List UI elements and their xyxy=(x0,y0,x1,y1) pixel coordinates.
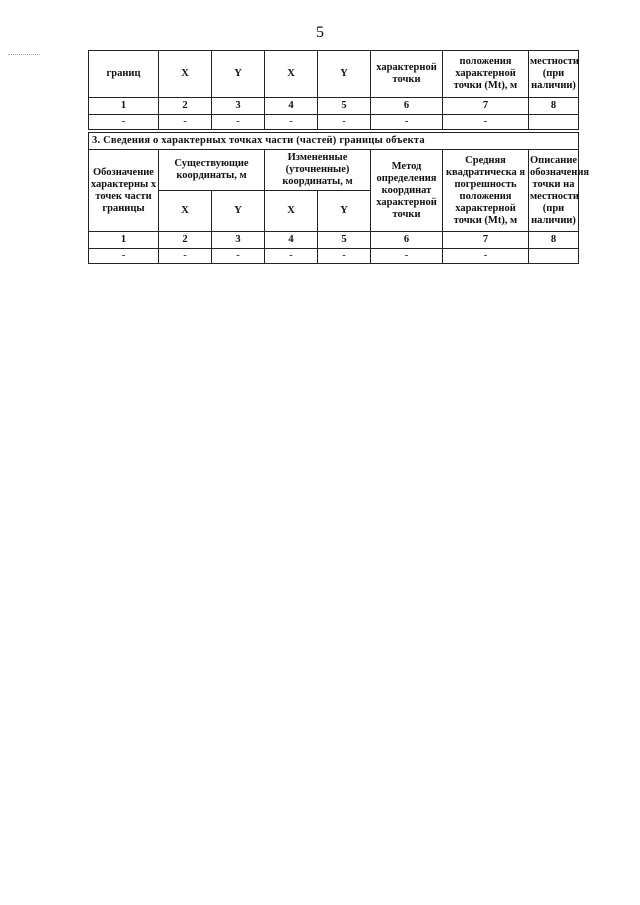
column-number: 2 xyxy=(159,98,212,115)
table-cell: - xyxy=(371,249,443,264)
header-cell: Y xyxy=(318,51,371,98)
table-cell xyxy=(529,249,579,264)
column-number-row xyxy=(89,98,579,115)
section-title: 3. Сведения о характерных точках части (частей) границы объекта xyxy=(89,133,579,150)
column-number: 3 xyxy=(212,98,265,115)
scan-artifact xyxy=(8,54,40,55)
table-cell: - xyxy=(443,115,529,130)
header-cell: характерной точки xyxy=(371,51,443,98)
column-number: 8 xyxy=(529,98,579,115)
table-cell: - xyxy=(212,249,265,264)
coordinates-table-continued xyxy=(88,50,579,130)
header-y: Y xyxy=(318,191,371,232)
header-cell: X xyxy=(265,51,318,98)
header-cell: положения характерной точки (Mt), м xyxy=(443,51,529,98)
table-header-row xyxy=(89,150,579,191)
table-cell: - xyxy=(159,115,212,130)
column-number: 5 xyxy=(318,98,371,115)
column-number: 5 xyxy=(318,232,371,249)
page-number: 5 xyxy=(316,24,324,41)
column-number: 1 xyxy=(89,98,159,115)
table-cell: - xyxy=(89,115,159,130)
table-cell: - xyxy=(159,249,212,264)
table-cell: - xyxy=(443,249,529,264)
column-number: 6 xyxy=(371,232,443,249)
table-cell: - xyxy=(318,249,371,264)
section3-table xyxy=(88,132,590,264)
column-number-row xyxy=(89,232,579,249)
column-number: 6 xyxy=(371,98,443,115)
table-cell: - xyxy=(265,115,318,130)
header-mean-error: Средняя квадратическа я погрешность положения характерной точки (Mt), м xyxy=(443,150,529,232)
column-number: 8 xyxy=(529,232,579,249)
header-cell: Y xyxy=(212,51,265,98)
header-cell: местности (при наличии) xyxy=(529,51,579,98)
column-number: 7 xyxy=(443,98,529,115)
header-x: X xyxy=(265,191,318,232)
header-y: Y xyxy=(212,191,265,232)
table-header-row xyxy=(89,51,579,98)
header-method: Метод определения координат характерной точки xyxy=(371,150,443,232)
header-existing-coords: Существующие координаты, м xyxy=(159,150,265,191)
table-cell: - xyxy=(212,115,265,130)
table-row xyxy=(89,115,579,130)
column-number: 7 xyxy=(443,232,529,249)
table-row xyxy=(89,249,579,264)
header-description: Описание обозначения точки на местности (при наличии) xyxy=(529,150,579,232)
table-cell: - xyxy=(89,249,159,264)
table-cell xyxy=(529,115,579,130)
column-number: 2 xyxy=(159,232,212,249)
table-cell: - xyxy=(318,115,371,130)
table-cell: - xyxy=(265,249,318,264)
header-point-designation: Обозначение характерны х точек части границы xyxy=(89,150,159,232)
section-title-row xyxy=(89,133,579,150)
column-number: 4 xyxy=(265,232,318,249)
column-number: 3 xyxy=(212,232,265,249)
column-number: 1 xyxy=(89,232,159,249)
column-number: 4 xyxy=(265,98,318,115)
header-changed-coords: Измененные (уточненные) координаты, м xyxy=(265,150,371,191)
header-cell: границ xyxy=(89,51,159,98)
table-cell: - xyxy=(371,115,443,130)
header-cell: X xyxy=(159,51,212,98)
header-x: X xyxy=(159,191,212,232)
